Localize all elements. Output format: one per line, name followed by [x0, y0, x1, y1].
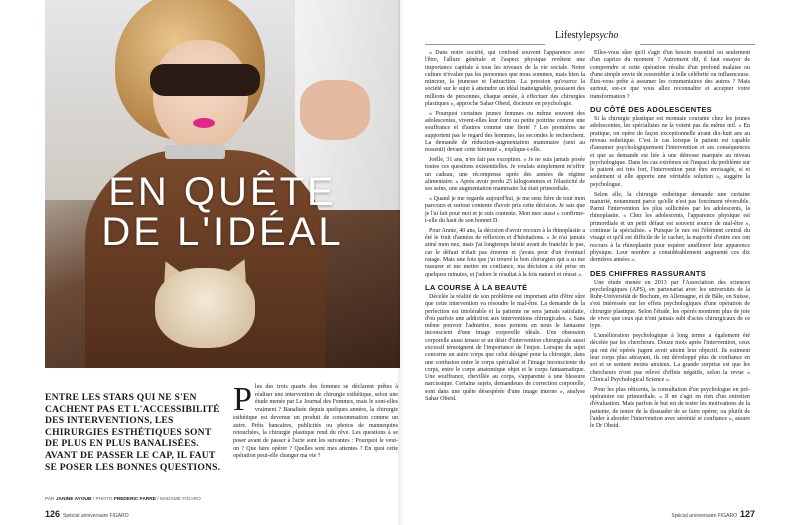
- intro-text: lus des trois quarts des femmes se déclarent prêtes à réaliser une intervention de chirurgie esthétique, selon une étude menée par Le Journal des Femmes, mais le sont-elles vraiment ? Banalisée depuis quelques années, la chirurgie esthétique est devenue un produit de consommation comme un autre. Prêts bancaires, publicités ou photos de mannequins retouchées, la chirurgie plastique rend du rêve. Les questions à se poser avant de passer à l'acte sont les suivantes : Pourquoi le veut-on ? Que faire opérer ? Quelles sont mes attentes ? En quoi cette opération peut-elle changer ma vie ?: [233, 384, 398, 460]
- rubric-rule-right: [640, 44, 755, 45]
- headline-line-2: DE L'IDÉAL: [101, 210, 344, 254]
- article-column-2: [590, 50, 750, 433]
- intro-paragraph: [233, 381, 398, 461]
- gutter-shadow: [398, 0, 404, 525]
- col1-paragraph-5: Pour Annie, 40 ans, la décision d'avoir recours à la rhinoplastie a été le fruit d'années de réflexion et d'hésitations. « Je n'ai jamais aimé mon nez, mais j'ai longtemps hésité avant de franchir le pas, car le défaut n'était pas énorme et j'avais peur d'un éventuel ratage. Mais une fois que j'ai trouvé le bon chirurgien qui a su me rassurer et me mettre en confiance, ma décision a été prise en quelques minutes, et j'adore le résultat à la fois naturel et réussi ».: [425, 227, 585, 278]
- col2-paragraph-3: Une étude menée en 2013 par l'Association des sciences psychologiques (APS), en partenariat avec les universités de la Ruhr-Universität de Bochum, en Allemagne, et de Bâle, en Suisse, s'est intéressée sur les effets psychologiques d'une opération de chirurgie plastique. Selon l'étude, les opérés montrent plus de joie de vivre que ceux qui n'ont jamais subi d'actes chirurgicaux de ce type.: [590, 279, 750, 330]
- col2-subheading-1: DU CÔTÉ DES ADOLESCENTES: [590, 105, 712, 115]
- article-credits: [45, 497, 395, 502]
- credits-photo-label: / PHOTO: [92, 497, 113, 502]
- col1-paragraph-2: « Pourquoi certaines jeunes femmes ou même souvent des adolescentes, vivent-elles leur forte ou petite poitrine comme une souffrance et d'autres comme une fierté ? Les premières ne supportent pas le regard des hommes, les secondes le recherchent. La demande de réduction-augmentation mammaire (seni au ressenti) devant cette féminité », explique-t-elle.: [425, 110, 585, 154]
- section-rubric: [555, 30, 618, 41]
- col1-paragraph-4: « Quand je me regarde aujourd'hui, je me sens fière de tout mon parcours et surtout contente d'avoir pris cette décision. Je sais que je l'ai fait pour moi et je suis contente. Mon mec aussi » confirme-t-elle du haut de son bonnet D.: [425, 196, 585, 225]
- col2-paragraph-1: Si la chirurgie plastique est monnaie courante chez les jeunes adolescentes, les spécialistes ne la voient pas du même œil. « En pratique, on opère de façon exceptionnelle avant dix-huit ans au niveau esthétique. C'est le cas lorsque le patient est capable d'assumer psychologiquement l'intervention et ses conséquences et que sa demande est liée à une détresse marquée au niveau psychologique. Dans les cas extrêmes où l'impact du problème sur le patient est très fort, l'intervention peut être envisagée, si et seulement si elle apporte une véritable solution », suggère la psychologue.: [590, 116, 750, 188]
- col1-paragraph-1: « Dans notre société, qui confond souvent l'apparence avec l'être, l'allure générale et l'aspect physique revêtent une importance capitale à tous les niveaux de la vie sociale. Notre culture n'évalue pas les personnes que nous sommes, mais bien la minceur, la jeunesse et l'attraction. La pression qu'exerce la société sur le sujet à atteindre un idéal inatteignable, poussent des millions de personnes, chaque année, à effectuer des chirurgies plastiques », approche Sahar Obeid, docteure en psychologie.: [425, 50, 585, 108]
- col2-subheading-2: DES CHIFFRES RASSURANTS: [590, 268, 707, 278]
- rubric-rule-left: [425, 44, 545, 45]
- credits-source: / MADAME FIGARO: [157, 497, 201, 502]
- headline-line-1: EN QUÊTE: [108, 170, 337, 214]
- col1-paragraph-3: Joëlle, 31 ans, n'en fait pas exception. « Je ne suis jamais posée toutes ces questions existentielles. Je voulais simplement m'offrir un cadeau, une récompense après des années de régime alimentaire. » Après avoir perdu 25 kilogrammes et l'élasticité de ses seins, une augmentation mammaire lui était primordiale.: [425, 157, 585, 193]
- sunglasses-graphic: [150, 64, 260, 96]
- folio-left: [45, 509, 129, 519]
- page-number-right: 127: [739, 509, 755, 519]
- col2-paragraph-4: L'amélioration psychologique à long terme a également été décelée par les chercheurs. Douze mois après l'intervention, ceux qui ont été opérés jugent avoir atteint leur objectif. Ils estiment leur corps plus attrayant, ils ont développé plus de confiance en soi et se sentent moins anxieux. La grande surprise est que les chercheurs n'ont pas relevé d'effets négatifs, selon la revue « Clinical Psychological Science ».: [590, 333, 750, 383]
- col2-paragraph-2: Selon elle, la chirurgie esthétique demande une certaine maturité, notamment parce qu'elle n'est pas forcément réversible. Parmi l'intervention les plus sollicitées par les adolescents, la rhinoplastie. « Chez les adolescents, l'apparence physique est primordiale et un petit défaut est souvent source de mal-être », continue la spécialiste. « Puisque le nez est l'élément central du visage et qu'il est difficile de le cacher, la majorité d'entre eux ont recours à la rhinoplastie pour espérer améliorer leur apparence physique. Leur nombre a considérablement augmenté ces dix dernières années ».: [590, 191, 750, 264]
- folio-label-left: Spécial anniversaire FIGARO: [63, 513, 129, 519]
- article-headline: [45, 172, 400, 252]
- article-kicker: ENTRE LES STARS QUI NE S'EN CACHENT PAS ET L'ACCESSIBILITÉ DES INTERVENTIONS, LES CHIRURGIES ESTHÉTIQUES SONT DE PLUS EN PLUS BANALISÉES. AVANT DE PASSER LE CAP, IL FAUT SE POSER LES BONNES QUESTIONS.: [45, 392, 221, 473]
- col1-paragraph-6: Décelée la réalité de son problème est important afin d'être sûre que cette intervention va résoudre le mal-être. La demande de la perfection est intolérable et la patiente ne sera jamais satisfaite, d'où parfois une addiction aux interventions chirurgicales. « Sans même pouvoir l'admettre, nous portons en nous le fantasme inconscient d'une image corporelle idéale. Une obsession corporelle aussi tenace et un désir d'intervention chirurgicale aussi excessif témoignent de l'importance de l'enjeu. Lorsque du sujet concerne un autre corps que celui désigné pour la chirurgie, dans une confusion entre le corps spécialisé et l'image inconsciente du corps, entre le corps anatomique objet et le corps fantasmatique. Une souffrance, chevillée au corps, s'apparente à une blessure narcissique. Certains sujets, demandeurs de correction corporelle, sont dans une quête désespérée d'une image interne », analyse Sahar Obeid.: [425, 293, 585, 403]
- rubric-italic: psycho: [590, 30, 619, 41]
- credits-author: JANINE AYOUB: [55, 497, 92, 502]
- drop-cap: P: [233, 381, 252, 418]
- lips-graphic: [193, 118, 215, 128]
- col2-paragraph-0: Elles-vous sûre qu'il s'agit d'un besoin essentiel ou seulement d'un caprice du moment ? Autrement dit, il faut essayer de comprendre si cette opération résulte d'un profond malaise ou d'une simple envie de ressembler à telle célébrité ou influenceuse. Êtes-vous prête à assumer les commentaires des autres ? Mais surtout, est-ce que vous allez reconnaître et accepter votre transformation ?: [590, 50, 750, 100]
- chihuahua-graphic: [155, 268, 255, 348]
- page-number-left: 126: [45, 509, 61, 519]
- credits-par: PAR: [45, 497, 55, 502]
- article-column-1: [425, 50, 585, 406]
- credits-photographer: FREDERIC FARRE: [113, 497, 156, 502]
- rubric-main: Lifestyle: [555, 30, 591, 41]
- folio-right: [671, 509, 755, 519]
- collar-graphic: [165, 145, 225, 159]
- col2-paragraph-5: Pour les plus réticents, la consultation d'un psychologue en pré-opératoire est primordiale. « Il ne s'agit en rien d'un entretien d'évaluation. Mais parfois le but est de tester les motivations de la patiente, de tenter de la dissuader de se faire opérer, ou plutôt de l'aider à aborder l'intervention avec sérénité et confiance », assure le Dr Obeid.: [590, 386, 750, 430]
- cover-photo: [45, 0, 400, 368]
- surgeon-hand-graphic: [300, 80, 370, 140]
- col1-subheading: LA COURSE À LA BEAUTÉ: [425, 282, 528, 292]
- folio-label-right: Spécial anniversaire FIGARO: [671, 513, 737, 519]
